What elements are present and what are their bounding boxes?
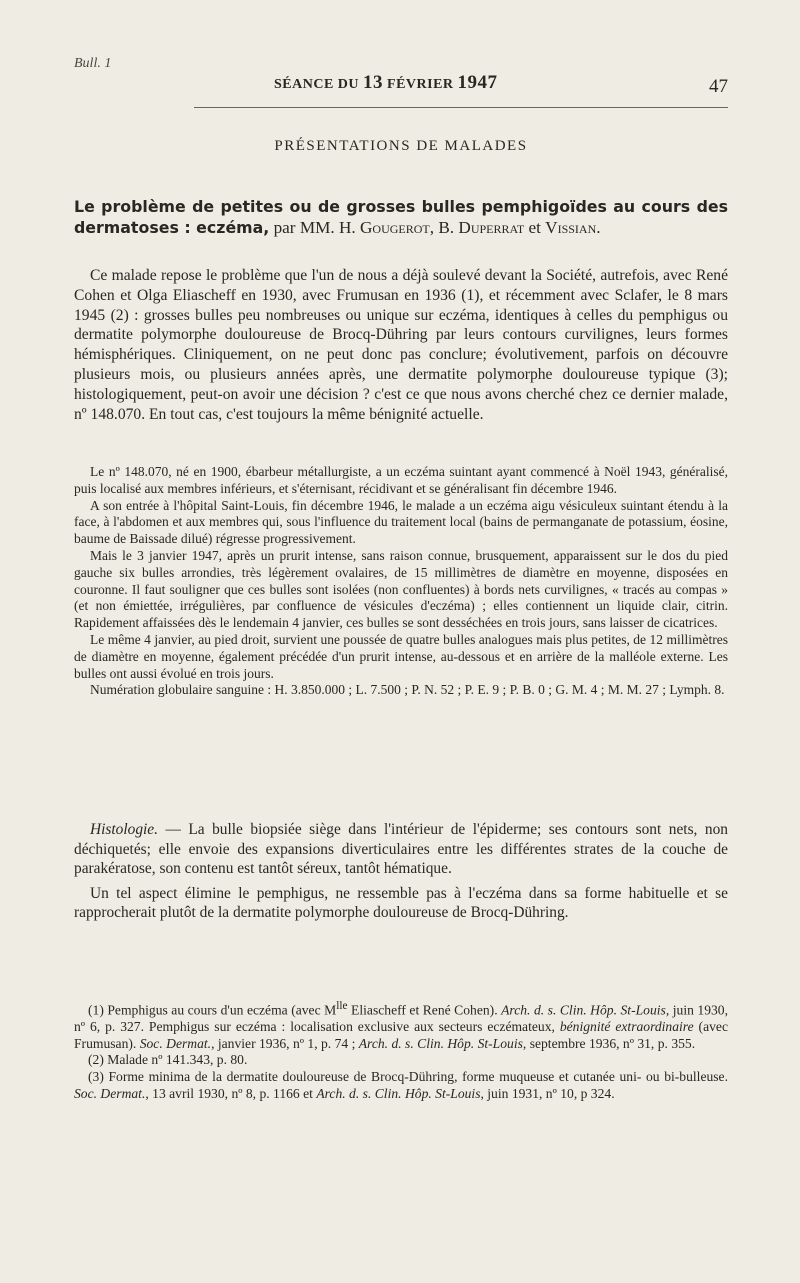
footnotes	[74, 998, 728, 1102]
lead-text: Ce malade repose le problème que l'un de nous a déjà soulevé devant la Société, autrefois, avec René Cohen et Olga Eliascheff en 1930, avec Frumusan en 1936 (1), et récemment avec Sclafer, le 8 mars 1945 (2) : grosses bulles peu nombreuses ou unique sur eczéma, identiques à celles du pemphigus ou dermatite polymorphe douloureuse de Brocq-Dühring par leurs contours curvilignes, leurs formes hémisphériques. Cliniquement, on ne peut donc pas conclure; évolutivement, parfois on découvre plusieurs mois, ou plusieurs années après, une dermatite polymorphe douloureuse typique (3); histologiquement, peut-on avoir une décision ? c'est ce que nous avons cherché chez ce dernier malade, nº 148.070. En tout cas, c'est toujours la même bénignité actuelle.	[74, 267, 728, 423]
case-report	[74, 464, 728, 699]
histology-paragraph: Histologie. — La bulle biopsiée siège dans l'intérieur de l'épiderme; ses contours sont nets, non déchiquetés; elle envoie des expansions diverticulaires entre les différentes strates de la couche de parakératose, son contenu est tantôt séreux, tantôt hématique.	[74, 821, 728, 878]
article-title-bold: Le problème de petites ou de grosses bulles pemphigoïdes au cours des dermatoses : eczéma,	[74, 197, 728, 237]
section-title: PRÉSENTATIONS DE MALADES	[274, 138, 528, 154]
case-paragraph: A son entrée à l'hôpital Saint-Louis, fin décembre 1946, le malade a un eczéma aigu vésiculeux suintant étendu à la face, à l'abdomen et aux membres qui, sous l'influence du traitement local (bains de permanganate de potassium, éosine, baume de Baissade dilué) régresse progressivement.	[74, 497, 728, 547]
page-number: 47	[709, 76, 728, 97]
case-paragraph: Le même 4 janvier, au pied droit, survient une poussée de quatre bulles analogues mais plus petites, de 12 millimètres de diamètre en moyenne, également précédée d'un prurit intense, au-dessous et en arrière de la malléole externe. Les bulles ont aussi évolué en trois jours.	[74, 631, 728, 681]
header-rule	[194, 107, 728, 108]
article-title: Le problème de petites ou de grosses bulles pemphigoïdes au cours des dermatoses : eczéma, par MM. H. Gougerot, B. Duperrat et Vissian.	[74, 197, 728, 237]
footnote-2: (2) Malade nº 141.343, p. 80.	[88, 1052, 248, 1068]
lead-paragraph	[74, 266, 728, 424]
histology-label: Histologie.	[90, 821, 158, 838]
blood-count: Numération globulaire sanguine : H. 3.850.000 ; L. 7.500 ; P. N. 52 ; P. E. 9 ; P. B. 0 ; G. M. 4 ; M. M. 27 ; Lymph. 8.	[90, 682, 725, 698]
header-title: SÉANCE DU 13 FÉVRIER 1947	[274, 72, 498, 93]
author-gougerot: Gougerot	[360, 218, 430, 237]
handwritten-note: Bull. 1	[74, 56, 112, 71]
running-header	[74, 72, 728, 102]
histology-section	[74, 820, 728, 923]
case-paragraph: Le nº 148.070, né en 1900, ébarbeur métallurgiste, a un eczéma suintant ayant commencé à Noël 1943, généralisé, puis localisé aux membres inférieurs, et s'éternisant, récidivant et se généralisant fin décembre 1946.	[74, 464, 728, 496]
case-paragraph: Mais le 3 janvier 1947, après un prurit intense, sans raison connue, brusquement, apparaissent sur le dos du pied gauche six bulles arrondies, très légèrement ovalaires, de 15 millimètres de diamètre en moyenne, disposées en couronne. Il faut souligner que ces bulles sont isolées (non confluentes) à bords nets curvilignes, « tracés au compas » (et non émiettée, irrégulières, par confluence de vésicules d'eczéma) ; elles contiennent un liquide clair, citrin. Rapidement affaissées dès le lendemain 4 janvier, ces bulles se sont desséchées en trois jours, sans laisser de cicatrices.	[74, 547, 728, 631]
author-duperrat: Duperrat	[458, 218, 525, 237]
footnote-3: (3) Forme minima de la dermatite douloureuse de Brocq-Dühring, forme muqueuse et cutanée uni- ou bi-bulleuse. Soc. Dermat., 13 avril 1930, nº 8, p. 1166 et Arch. d. s. Clin. Hôp. St-Louis, juin 1931, nº 10, p 324.	[74, 1068, 728, 1101]
footnote-1: (1) Pemphigus au cours d'un eczéma (avec $M^{lle}$ Eliascheff et René Cohen). Arch. d. s. Clin. Hôp. St-Louis, juin 1930, nº 6, p. 327. Pemphigus sur eczéma : localisation exclusive aux secteurs eczémateux, bénignité extraordinaire (avec Frumusan). Soc. Dermat., janvier 1936, nº 1, p. 74 ; Arch. d. s. Clin. Hôp. St-Louis, septembre 1936, nº 31, p. 355.	[74, 1000, 728, 1051]
conclusion-paragraph: Un tel aspect élimine le pemphigus, ne ressemble pas à l'eczéma dans sa forme habituelle et se rapprocherait plutôt de la dermatite polymorphe douloureuse de Brocq-Dühring.	[74, 884, 728, 922]
author-vissian: Vissian	[545, 218, 597, 237]
